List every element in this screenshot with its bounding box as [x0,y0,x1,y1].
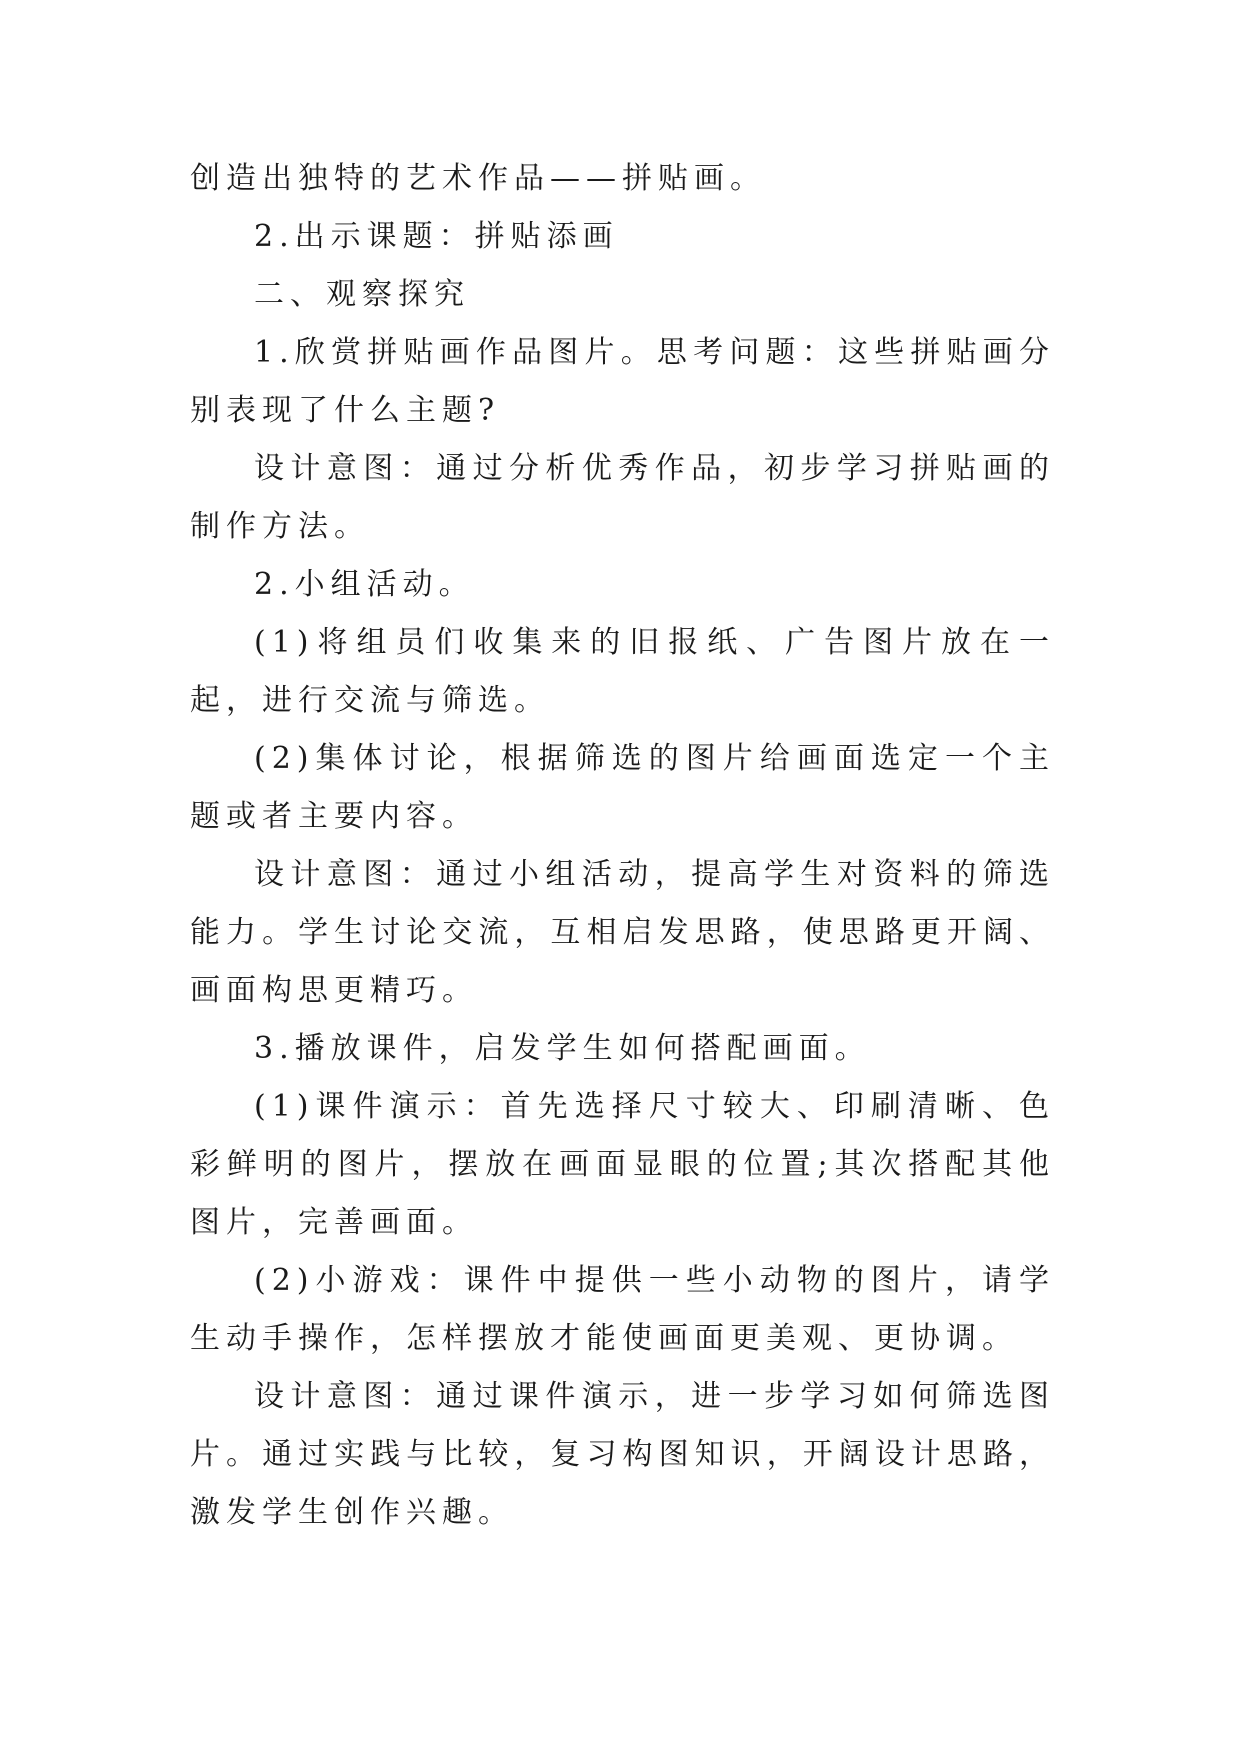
paragraph-1: 创造出独特的艺术作品——拼贴画。 [190,161,766,196]
paragraph-9: 设计意图：通过小组活动，提高学生对资料的筛选能力。学生讨论交流，互相启发思路，使思路更开阔、画面构思更精巧。 [190,857,1055,1008]
paragraph-6: 2.小组活动。 [254,567,475,602]
document-body [190,150,1055,1542]
section-heading-observe-explore: 二、观察探究 [254,277,470,312]
paragraph-12: (2)小游戏：课件中提供一些小动物的图片，请学生动手操作，怎样摆放才能使画面更美观、更协调。 [190,1263,1055,1356]
paragraph-11: (1)课件演示：首先选择尺寸较大、印刷清晰、色彩鲜明的图片，摆放在画面显眼的位置;其次搭配其他图片，完善画面。 [190,1089,1055,1240]
paragraph-13: 设计意图：通过课件演示，进一步学习如何筛选图片。通过实践与比较，复习构图知识，开阔设计思路，激发学生创作兴趣。 [190,1379,1055,1530]
paragraph-2: 2.出示课题：拼贴添画 [254,219,619,254]
paragraph-10: 3.播放课件，启发学生如何搭配画面。 [254,1031,871,1066]
paragraph-8: (2)集体讨论，根据筛选的图片给画面选定一个主题或者主要内容。 [190,741,1055,834]
paragraph-4: 1.欣赏拼贴画作品图片。思考问题：这些拼贴画分别表现了什么主题? [190,335,1055,428]
paragraph-7: (1)将组员们收集来的旧报纸、广告图片放在一起，进行交流与筛选。 [190,625,1055,718]
paragraph-5: 设计意图：通过分析优秀作品，初步学习拼贴画的制作方法。 [190,451,1055,544]
